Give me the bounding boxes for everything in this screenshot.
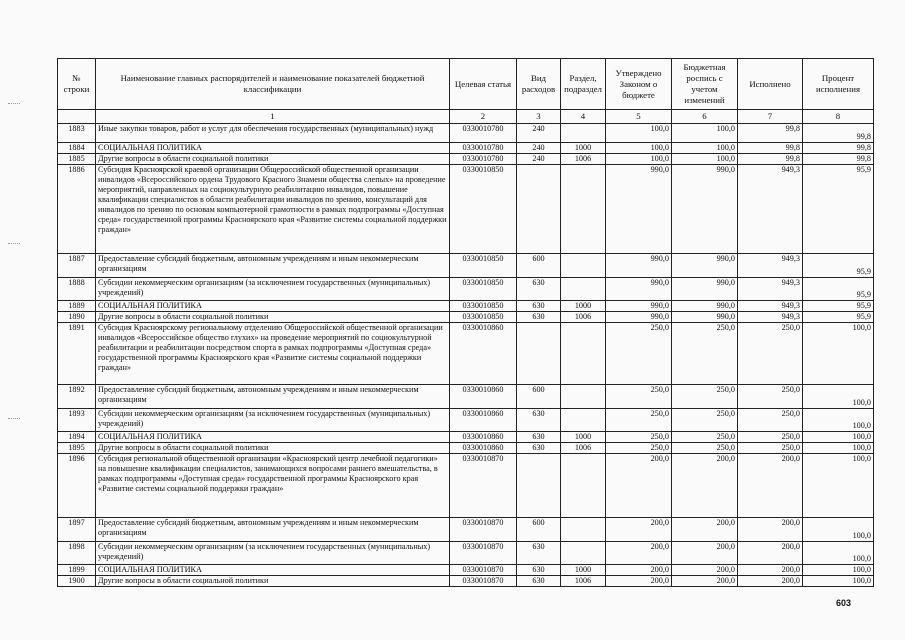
execution-percent: 99,8: [803, 154, 874, 165]
table-row: [58, 154, 874, 165]
table-row: [58, 254, 874, 278]
page-number: 603: [836, 598, 852, 608]
row-number: 1891: [58, 323, 96, 385]
target-article: 0330010780: [450, 124, 517, 143]
expense-kind: [517, 454, 561, 518]
expense-kind: 630: [517, 432, 561, 443]
budget-amount: 990,0: [672, 254, 738, 278]
execution-percent: 95,9: [803, 278, 874, 301]
target-article: 0330010860: [450, 409, 517, 432]
column-number: 5: [606, 110, 672, 124]
target-article: 0330010860: [450, 432, 517, 443]
table-row: [58, 143, 874, 154]
table-row: [58, 454, 874, 518]
budget-amount: 200,0: [672, 454, 738, 518]
target-article: 0330010860: [450, 385, 517, 409]
approved-amount: 990,0: [606, 278, 672, 301]
column-number-row: [58, 110, 874, 124]
expense-kind: 240: [517, 154, 561, 165]
row-number: 1895: [58, 443, 96, 454]
executed-amount: 200,0: [738, 576, 803, 587]
executed-amount: 250,0: [738, 409, 803, 432]
budget-amount: 100,0: [672, 143, 738, 154]
budget-report-sheet: [57, 58, 873, 587]
budget-amount: 250,0: [672, 323, 738, 385]
section-code: [561, 124, 606, 143]
table-row: [58, 576, 874, 587]
row-description: Субсидии некоммерческим организациям (за исключением государственных (муниципальных) учреждений): [96, 409, 450, 432]
target-article: 0330010870: [450, 518, 517, 542]
expense-kind: 630: [517, 301, 561, 312]
col-approved-header: Утверждено Законом о бюджете: [606, 59, 672, 110]
row-number: 1883: [58, 124, 96, 143]
expense-kind: 600: [517, 385, 561, 409]
section-code: 1000: [561, 432, 606, 443]
executed-amount: 949,3: [738, 165, 803, 254]
execution-percent: 100,0: [803, 518, 874, 542]
section-code: [561, 254, 606, 278]
approved-amount: 200,0: [606, 576, 672, 587]
row-number: 1888: [58, 278, 96, 301]
column-number: 7: [738, 110, 803, 124]
expense-kind: 630: [517, 565, 561, 576]
table-body: [58, 124, 874, 587]
executed-amount: 200,0: [738, 454, 803, 518]
table-row: [58, 443, 874, 454]
budget-amount: 200,0: [672, 518, 738, 542]
expense-kind: [517, 165, 561, 254]
col-name-header: Наименование главных распорядителей и наименование показателей бюджетной классификации: [96, 59, 450, 110]
table-header: [58, 59, 874, 124]
budget-amount: 250,0: [672, 385, 738, 409]
expense-kind: 630: [517, 443, 561, 454]
approved-amount: 990,0: [606, 165, 672, 254]
table-row: [58, 385, 874, 409]
col-target-header: Целевая статья: [450, 59, 517, 110]
col-percent-header: Процент исполнения: [803, 59, 874, 110]
budget-amount: 250,0: [672, 443, 738, 454]
approved-amount: 990,0: [606, 254, 672, 278]
table-row: [58, 165, 874, 254]
approved-amount: 990,0: [606, 312, 672, 323]
section-code: 1006: [561, 154, 606, 165]
executed-amount: 949,3: [738, 254, 803, 278]
section-code: [561, 518, 606, 542]
row-number: 1893: [58, 409, 96, 432]
expense-kind: 630: [517, 312, 561, 323]
expense-kind: 630: [517, 576, 561, 587]
expense-kind: [517, 323, 561, 385]
section-code: 1006: [561, 312, 606, 323]
table-row: [58, 278, 874, 301]
target-article: 0330010850: [450, 165, 517, 254]
execution-percent: 100,0: [803, 454, 874, 518]
col-kind-header: Вид расходов: [517, 59, 561, 110]
approved-amount: 200,0: [606, 454, 672, 518]
budget-amount: 100,0: [672, 124, 738, 143]
row-number: 1887: [58, 254, 96, 278]
budget-amount: 200,0: [672, 576, 738, 587]
section-code: [561, 385, 606, 409]
row-description: Субсидии некоммерческим организациям (за исключением государственных (муниципальных) учреждений): [96, 278, 450, 301]
row-description: Другие вопросы в области социальной политики: [96, 312, 450, 323]
section-code: [561, 323, 606, 385]
column-number: 2: [450, 110, 517, 124]
executed-amount: 949,3: [738, 278, 803, 301]
approved-amount: 990,0: [606, 301, 672, 312]
column-number: 4: [561, 110, 606, 124]
budget-amount: 990,0: [672, 312, 738, 323]
target-article: 0330010780: [450, 154, 517, 165]
executed-amount: 250,0: [738, 443, 803, 454]
budget-amount: 990,0: [672, 278, 738, 301]
row-number: 1885: [58, 154, 96, 165]
table-row: [58, 432, 874, 443]
section-code: 1006: [561, 443, 606, 454]
executed-amount: 99,8: [738, 124, 803, 143]
row-number: 1884: [58, 143, 96, 154]
row-description: Субсидия Красноярскому региональному отделению Общероссийской общественной организации инвалидов «Всероссийское общество глухих» на проведение мероприятий по социокультурной реабилитации и реабилитации посредством спорта в рамках подпрограммы «Доступная среда» государственной программы Красноярского края «Развитие системы социальной поддержки граждан»: [96, 323, 450, 385]
target-article: 0330010860: [450, 443, 517, 454]
column-number: 8: [803, 110, 874, 124]
expense-kind: 630: [517, 409, 561, 432]
scan-edge-mark: [8, 418, 20, 420]
execution-percent: 100,0: [803, 542, 874, 565]
scan-edge-mark: [8, 103, 20, 105]
section-code: [561, 165, 606, 254]
row-number: 1894: [58, 432, 96, 443]
approved-amount: 100,0: [606, 124, 672, 143]
row-description: Субсидия Красноярской краевой организации Общероссийской общественной организации инвалидов «Всероссийского ордена Трудового Красного Знамени общества слепых» на проведение мероприятий, направленных на социокультурную реабилитацию инвалидов, повышение квалификации специалистов в области реабилитации инвалидов по зрению, консультаций для инвалидов по зрению по основам компьютерной грамотности в рамках подпрограммы «Доступная среда» государственной программы Красноярского края «Развитие системы социальной поддержки граждан»: [96, 165, 450, 254]
table-row: [58, 323, 874, 385]
budget-amount: 250,0: [672, 409, 738, 432]
section-code: [561, 409, 606, 432]
header-row: [58, 59, 874, 110]
execution-percent: 100,0: [803, 385, 874, 409]
row-number: 1897: [58, 518, 96, 542]
column-number: 1: [96, 110, 450, 124]
approved-amount: 200,0: [606, 518, 672, 542]
row-number: 1890: [58, 312, 96, 323]
column-number: [58, 110, 96, 124]
row-description: Предоставление субсидий бюджетным, автономным учреждениям и иным некоммерческим организациям: [96, 254, 450, 278]
expense-kind: 630: [517, 278, 561, 301]
target-article: 0330010850: [450, 278, 517, 301]
row-description: Другие вопросы в области социальной политики: [96, 154, 450, 165]
execution-percent: 95,9: [803, 165, 874, 254]
row-description: СОЦИАЛЬНАЯ ПОЛИТИКА: [96, 565, 450, 576]
section-code: 1000: [561, 301, 606, 312]
table-row: [58, 518, 874, 542]
approved-amount: 100,0: [606, 143, 672, 154]
table-row: [58, 124, 874, 143]
col-budget-header: Бюджетная роспись с учетом изменений: [672, 59, 738, 110]
budget-amount: 200,0: [672, 565, 738, 576]
approved-amount: 250,0: [606, 443, 672, 454]
row-number: 1886: [58, 165, 96, 254]
execution-percent: 100,0: [803, 565, 874, 576]
row-description: Субсидия региональной общественной организации «Красноярский центр лечебной педагогики» на повышение квалификации специалистов, занимающихся вопросами раннего вмешательства, в рамках подпрограммы «Доступная среда» государственной программы Красноярского края «Развитие системы социальной поддержки граждан»: [96, 454, 450, 518]
execution-percent: 100,0: [803, 323, 874, 385]
section-code: 1006: [561, 576, 606, 587]
row-description: Другие вопросы в области социальной политики: [96, 576, 450, 587]
col-executed-header: Исполнено: [738, 59, 803, 110]
budget-amount: 250,0: [672, 432, 738, 443]
execution-percent: 99,8: [803, 143, 874, 154]
executed-amount: 200,0: [738, 542, 803, 565]
budget-amount: 990,0: [672, 165, 738, 254]
expense-kind: 240: [517, 124, 561, 143]
section-code: 1000: [561, 143, 606, 154]
approved-amount: 250,0: [606, 385, 672, 409]
execution-percent: 100,0: [803, 432, 874, 443]
target-article: 0330010780: [450, 143, 517, 154]
execution-percent: 99,8: [803, 124, 874, 143]
section-code: [561, 542, 606, 565]
executed-amount: 99,8: [738, 143, 803, 154]
expense-kind: 240: [517, 143, 561, 154]
scan-edge-mark: [8, 243, 20, 245]
target-article: 0330010870: [450, 454, 517, 518]
execution-percent: 100,0: [803, 443, 874, 454]
execution-percent: 95,9: [803, 254, 874, 278]
row-number: 1900: [58, 576, 96, 587]
budget-amount: 990,0: [672, 301, 738, 312]
target-article: 0330010850: [450, 301, 517, 312]
expense-kind: 600: [517, 254, 561, 278]
target-article: 0330010870: [450, 565, 517, 576]
executed-amount: 99,8: [738, 154, 803, 165]
row-description: СОЦИАЛЬНАЯ ПОЛИТИКА: [96, 432, 450, 443]
table-row: [58, 301, 874, 312]
execution-percent: 95,9: [803, 312, 874, 323]
target-article: 0330010850: [450, 312, 517, 323]
row-description: Другие вопросы в области социальной политики: [96, 443, 450, 454]
row-number: 1889: [58, 301, 96, 312]
section-code: [561, 454, 606, 518]
budget-table: [57, 58, 874, 587]
executed-amount: 200,0: [738, 518, 803, 542]
col-section-header: Раздел, подраздел: [561, 59, 606, 110]
row-description: СОЦИАЛЬНАЯ ПОЛИТИКА: [96, 143, 450, 154]
row-description: Субсидии некоммерческим организациям (за исключением государственных (муниципальных) учреждений): [96, 542, 450, 565]
row-number: 1898: [58, 542, 96, 565]
table-row: [58, 565, 874, 576]
column-number: 6: [672, 110, 738, 124]
execution-percent: 100,0: [803, 409, 874, 432]
approved-amount: 250,0: [606, 409, 672, 432]
row-description: Предоставление субсидий бюджетным, автономным учреждениям и иным некоммерческим организациям: [96, 518, 450, 542]
row-description: Предоставление субсидий бюджетным, автономным учреждениям и иным некоммерческим организациям: [96, 385, 450, 409]
execution-percent: 100,0: [803, 576, 874, 587]
executed-amount: 949,3: [738, 312, 803, 323]
expense-kind: 630: [517, 542, 561, 565]
approved-amount: 200,0: [606, 565, 672, 576]
row-description: Иные закупки товаров, работ и услуг для обеспечения государственных (муниципальных) нужд: [96, 124, 450, 143]
column-number: 3: [517, 110, 561, 124]
executed-amount: 200,0: [738, 565, 803, 576]
executed-amount: 250,0: [738, 323, 803, 385]
budget-amount: 200,0: [672, 542, 738, 565]
approved-amount: 250,0: [606, 323, 672, 385]
col-num-header: № строки: [58, 59, 96, 110]
section-code: 1000: [561, 565, 606, 576]
budget-amount: 100,0: [672, 154, 738, 165]
target-article: 0330010860: [450, 323, 517, 385]
approved-amount: 100,0: [606, 154, 672, 165]
execution-percent: 95,9: [803, 301, 874, 312]
approved-amount: 200,0: [606, 542, 672, 565]
table-row: [58, 409, 874, 432]
executed-amount: 250,0: [738, 432, 803, 443]
table-row: [58, 312, 874, 323]
approved-amount: 250,0: [606, 432, 672, 443]
executed-amount: 949,3: [738, 301, 803, 312]
section-code: [561, 278, 606, 301]
table-row: [58, 542, 874, 565]
row-number: 1896: [58, 454, 96, 518]
target-article: 0330010870: [450, 542, 517, 565]
row-description: СОЦИАЛЬНАЯ ПОЛИТИКА: [96, 301, 450, 312]
expense-kind: 600: [517, 518, 561, 542]
target-article: 0330010870: [450, 576, 517, 587]
row-number: 1892: [58, 385, 96, 409]
target-article: 0330010850: [450, 254, 517, 278]
executed-amount: 250,0: [738, 385, 803, 409]
row-number: 1899: [58, 565, 96, 576]
